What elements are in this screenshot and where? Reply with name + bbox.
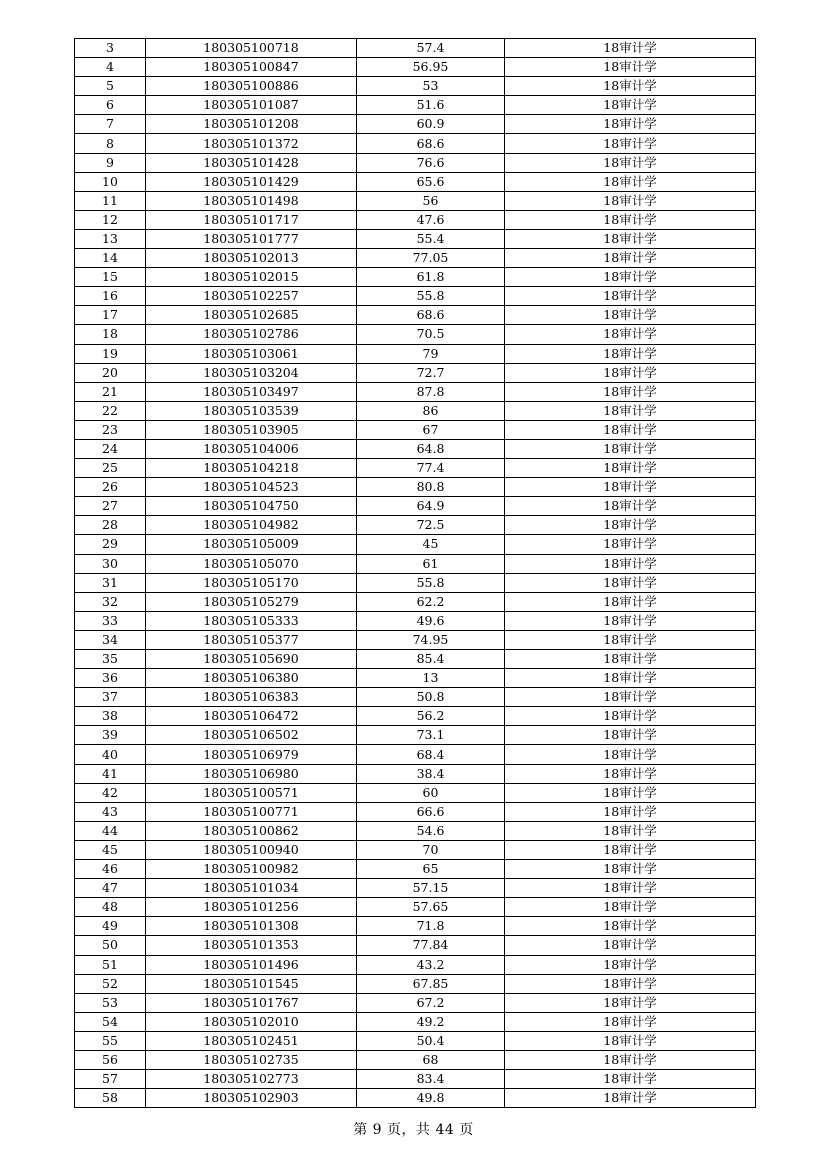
student-id-cell: 180305103497: [146, 382, 357, 401]
row-number-cell: 43: [75, 802, 146, 821]
score-cell: 70.5: [357, 325, 505, 344]
score-cell: 53: [357, 77, 505, 96]
score-cell: 49.2: [357, 1012, 505, 1031]
row-number-cell: 16: [75, 287, 146, 306]
class-cell: 18审计学: [505, 172, 756, 191]
score-cell: 60: [357, 783, 505, 802]
row-number-cell: 36: [75, 669, 146, 688]
row-number-cell: 45: [75, 840, 146, 859]
table-row: [75, 420, 756, 439]
student-id-cell: 180305100718: [146, 39, 357, 58]
score-cell: 43.2: [357, 955, 505, 974]
score-cell: 54.6: [357, 821, 505, 840]
class-cell: 18审计学: [505, 306, 756, 325]
row-number-cell: 35: [75, 650, 146, 669]
table-row: [75, 535, 756, 554]
row-number-cell: 34: [75, 630, 146, 649]
table-row: [75, 401, 756, 420]
table-row: [75, 96, 756, 115]
class-cell: 18审计学: [505, 382, 756, 401]
row-number-cell: 38: [75, 707, 146, 726]
class-cell: 18审计学: [505, 611, 756, 630]
student-id-cell: 180305105009: [146, 535, 357, 554]
class-cell: 18审计学: [505, 802, 756, 821]
score-cell: 49.6: [357, 611, 505, 630]
table-row: [75, 688, 756, 707]
score-cell: 67.2: [357, 993, 505, 1012]
score-cell: 65: [357, 860, 505, 879]
class-cell: 18审计学: [505, 459, 756, 478]
table-row: [75, 77, 756, 96]
row-number-cell: 47: [75, 879, 146, 898]
row-number-cell: 46: [75, 860, 146, 879]
class-cell: 18审计学: [505, 287, 756, 306]
table-row: [75, 802, 756, 821]
row-number-cell: 52: [75, 974, 146, 993]
table-row: [75, 630, 756, 649]
row-number-cell: 56: [75, 1050, 146, 1069]
row-number-cell: 40: [75, 745, 146, 764]
class-cell: 18审计学: [505, 420, 756, 439]
student-id-cell: 180305100940: [146, 840, 357, 859]
class-cell: 18审计学: [505, 554, 756, 573]
student-id-cell: 180305100571: [146, 783, 357, 802]
class-cell: 18审计学: [505, 936, 756, 955]
row-number-cell: 19: [75, 344, 146, 363]
student-id-cell: 180305102903: [146, 1089, 357, 1108]
student-id-cell: 180305106979: [146, 745, 357, 764]
student-id-cell: 180305102786: [146, 325, 357, 344]
class-cell: 18审计学: [505, 974, 756, 993]
score-cell: 55.8: [357, 573, 505, 592]
class-cell: 18审计学: [505, 955, 756, 974]
table-row: [75, 58, 756, 77]
row-number-cell: 4: [75, 58, 146, 77]
score-cell: 57.65: [357, 898, 505, 917]
table-row: [75, 516, 756, 535]
student-id-cell: 180305105377: [146, 630, 357, 649]
class-cell: 18审计学: [505, 134, 756, 153]
table-row: [75, 840, 756, 859]
row-number-cell: 13: [75, 229, 146, 248]
student-id-cell: 180305102257: [146, 287, 357, 306]
student-id-cell: 180305104750: [146, 497, 357, 516]
table-row: [75, 650, 756, 669]
score-cell: 68: [357, 1050, 505, 1069]
table-row: [75, 459, 756, 478]
row-number-cell: 37: [75, 688, 146, 707]
table-row: [75, 669, 756, 688]
student-id-cell: 180305104523: [146, 478, 357, 497]
class-cell: 18审计学: [505, 860, 756, 879]
score-cell: 50.8: [357, 688, 505, 707]
student-id-cell: 180305102015: [146, 268, 357, 287]
score-cell: 50.4: [357, 1031, 505, 1050]
class-cell: 18审计学: [505, 1031, 756, 1050]
table-row: [75, 898, 756, 917]
class-cell: 18审计学: [505, 1089, 756, 1108]
row-number-cell: 58: [75, 1089, 146, 1108]
student-id-cell: 180305106502: [146, 726, 357, 745]
table-row: [75, 726, 756, 745]
row-number-cell: 26: [75, 478, 146, 497]
table-row: [75, 1089, 756, 1108]
student-id-cell: 180305101767: [146, 993, 357, 1012]
table-row: [75, 917, 756, 936]
score-cell: 85.4: [357, 650, 505, 669]
student-id-cell: 180305101498: [146, 191, 357, 210]
class-cell: 18审计学: [505, 688, 756, 707]
class-cell: 18审计学: [505, 879, 756, 898]
student-id-cell: 180305103539: [146, 401, 357, 420]
score-cell: 79: [357, 344, 505, 363]
table-row: [75, 745, 756, 764]
student-id-cell: 180305103061: [146, 344, 357, 363]
table-row: [75, 974, 756, 993]
class-cell: 18审计学: [505, 1050, 756, 1069]
row-number-cell: 57: [75, 1070, 146, 1089]
score-cell: 65.6: [357, 172, 505, 191]
row-number-cell: 10: [75, 172, 146, 191]
class-cell: 18审计学: [505, 58, 756, 77]
row-number-cell: 17: [75, 306, 146, 325]
student-id-cell: 180305101429: [146, 172, 357, 191]
table-row: [75, 478, 756, 497]
student-id-cell: 180305105070: [146, 554, 357, 573]
student-id-cell: 180305101372: [146, 134, 357, 153]
student-id-cell: 180305103204: [146, 363, 357, 382]
class-cell: 18审计学: [505, 707, 756, 726]
score-cell: 68.6: [357, 134, 505, 153]
row-number-cell: 9: [75, 153, 146, 172]
student-id-cell: 180305102451: [146, 1031, 357, 1050]
score-cell: 80.8: [357, 478, 505, 497]
row-number-cell: 39: [75, 726, 146, 745]
score-cell: 57.15: [357, 879, 505, 898]
student-id-cell: 180305105170: [146, 573, 357, 592]
score-cell: 64.8: [357, 439, 505, 458]
row-number-cell: 5: [75, 77, 146, 96]
score-cell: 68.6: [357, 306, 505, 325]
score-cell: 86: [357, 401, 505, 420]
student-id-cell: 180305101087: [146, 96, 357, 115]
row-number-cell: 42: [75, 783, 146, 802]
class-cell: 18审计学: [505, 210, 756, 229]
class-cell: 18审计学: [505, 153, 756, 172]
table-row: [75, 707, 756, 726]
score-table: [74, 38, 756, 1108]
student-id-cell: 180305102685: [146, 306, 357, 325]
table-row: [75, 497, 756, 516]
score-table-body: [75, 39, 756, 1108]
score-cell: 76.6: [357, 153, 505, 172]
table-row: [75, 134, 756, 153]
class-cell: 18审计学: [505, 917, 756, 936]
class-cell: 18审计学: [505, 39, 756, 58]
score-cell: 45: [357, 535, 505, 554]
class-cell: 18审计学: [505, 344, 756, 363]
student-id-cell: 180305106383: [146, 688, 357, 707]
class-cell: 18审计学: [505, 650, 756, 669]
table-row: [75, 172, 756, 191]
score-cell: 47.6: [357, 210, 505, 229]
score-cell: 72.7: [357, 363, 505, 382]
score-cell: 70: [357, 840, 505, 859]
table-row: [75, 439, 756, 458]
score-cell: 87.8: [357, 382, 505, 401]
table-row: [75, 287, 756, 306]
student-id-cell: 180305101545: [146, 974, 357, 993]
student-id-cell: 180305102773: [146, 1070, 357, 1089]
class-cell: 18审计学: [505, 478, 756, 497]
score-cell: 67.85: [357, 974, 505, 993]
student-id-cell: 180305106472: [146, 707, 357, 726]
class-cell: 18审计学: [505, 898, 756, 917]
class-cell: 18审计学: [505, 592, 756, 611]
row-number-cell: 23: [75, 420, 146, 439]
student-id-cell: 180305100847: [146, 58, 357, 77]
student-id-cell: 180305105690: [146, 650, 357, 669]
table-row: [75, 592, 756, 611]
class-cell: 18审计学: [505, 249, 756, 268]
student-id-cell: 180305100771: [146, 802, 357, 821]
student-id-cell: 180305102735: [146, 1050, 357, 1069]
row-number-cell: 27: [75, 497, 146, 516]
student-id-cell: 180305101353: [146, 936, 357, 955]
class-cell: 18审计学: [505, 840, 756, 859]
table-row: [75, 573, 756, 592]
table-row: [75, 993, 756, 1012]
row-number-cell: 33: [75, 611, 146, 630]
score-cell: 67: [357, 420, 505, 439]
class-cell: 18审计学: [505, 669, 756, 688]
row-number-cell: 15: [75, 268, 146, 287]
row-number-cell: 32: [75, 592, 146, 611]
class-cell: 18审计学: [505, 993, 756, 1012]
score-cell: 57.4: [357, 39, 505, 58]
table-row: [75, 382, 756, 401]
table-row: [75, 249, 756, 268]
table-row: [75, 153, 756, 172]
row-number-cell: 25: [75, 459, 146, 478]
table-row: [75, 821, 756, 840]
class-cell: 18审计学: [505, 745, 756, 764]
row-number-cell: 53: [75, 993, 146, 1012]
student-id-cell: 180305101717: [146, 210, 357, 229]
row-number-cell: 18: [75, 325, 146, 344]
row-number-cell: 51: [75, 955, 146, 974]
score-cell: 51.6: [357, 96, 505, 115]
table-row: [75, 229, 756, 248]
table-row: [75, 879, 756, 898]
row-number-cell: 48: [75, 898, 146, 917]
score-cell: 55.8: [357, 287, 505, 306]
class-cell: 18审计学: [505, 764, 756, 783]
student-id-cell: 180305100886: [146, 77, 357, 96]
class-cell: 18审计学: [505, 821, 756, 840]
row-number-cell: 31: [75, 573, 146, 592]
class-cell: 18审计学: [505, 573, 756, 592]
score-cell: 61.8: [357, 268, 505, 287]
table-row: [75, 39, 756, 58]
row-number-cell: 12: [75, 210, 146, 229]
class-cell: 18审计学: [505, 401, 756, 420]
score-cell: 66.6: [357, 802, 505, 821]
row-number-cell: 22: [75, 401, 146, 420]
table-row: [75, 363, 756, 382]
class-cell: 18审计学: [505, 1070, 756, 1089]
class-cell: 18审计学: [505, 497, 756, 516]
table-row: [75, 268, 756, 287]
row-number-cell: 24: [75, 439, 146, 458]
score-cell: 74.95: [357, 630, 505, 649]
class-cell: 18审计学: [505, 630, 756, 649]
score-cell: 56.2: [357, 707, 505, 726]
student-id-cell: 180305104982: [146, 516, 357, 535]
row-number-cell: 41: [75, 764, 146, 783]
class-cell: 18审计学: [505, 77, 756, 96]
table-row: [75, 1012, 756, 1031]
score-cell: 62.2: [357, 592, 505, 611]
row-number-cell: 54: [75, 1012, 146, 1031]
row-number-cell: 44: [75, 821, 146, 840]
table-row: [75, 1050, 756, 1069]
row-number-cell: 28: [75, 516, 146, 535]
student-id-cell: 180305106380: [146, 669, 357, 688]
score-cell: 13: [357, 669, 505, 688]
table-row: [75, 325, 756, 344]
student-id-cell: 180305101308: [146, 917, 357, 936]
table-row: [75, 783, 756, 802]
score-cell: 61: [357, 554, 505, 573]
score-cell: 56: [357, 191, 505, 210]
row-number-cell: 8: [75, 134, 146, 153]
score-cell: 83.4: [357, 1070, 505, 1089]
score-cell: 64.9: [357, 497, 505, 516]
student-id-cell: 180305105279: [146, 592, 357, 611]
page-footer: 第 9 页，共 44 页: [353, 1122, 474, 1138]
table-row: [75, 306, 756, 325]
student-id-cell: 180305101496: [146, 955, 357, 974]
score-cell: 71.8: [357, 917, 505, 936]
student-id-cell: 180305104006: [146, 439, 357, 458]
table-row: [75, 115, 756, 134]
student-id-cell: 180305105333: [146, 611, 357, 630]
row-number-cell: 7: [75, 115, 146, 134]
row-number-cell: 11: [75, 191, 146, 210]
score-cell: 73.1: [357, 726, 505, 745]
student-id-cell: 180305101256: [146, 898, 357, 917]
table-row: [75, 936, 756, 955]
table-row: [75, 860, 756, 879]
row-number-cell: 6: [75, 96, 146, 115]
score-cell: 60.9: [357, 115, 505, 134]
class-cell: 18审计学: [505, 726, 756, 745]
table-row: [75, 1070, 756, 1089]
table-row: [75, 554, 756, 573]
row-number-cell: 3: [75, 39, 146, 58]
student-id-cell: 180305102010: [146, 1012, 357, 1031]
row-number-cell: 14: [75, 249, 146, 268]
score-cell: 55.4: [357, 229, 505, 248]
score-cell: 77.4: [357, 459, 505, 478]
class-cell: 18审计学: [505, 96, 756, 115]
score-cell: 56.95: [357, 58, 505, 77]
class-cell: 18审计学: [505, 191, 756, 210]
class-cell: 18审计学: [505, 363, 756, 382]
class-cell: 18审计学: [505, 325, 756, 344]
score-cell: 68.4: [357, 745, 505, 764]
row-number-cell: 49: [75, 917, 146, 936]
row-number-cell: 55: [75, 1031, 146, 1050]
class-cell: 18审计学: [505, 115, 756, 134]
class-cell: 18审计学: [505, 268, 756, 287]
class-cell: 18审计学: [505, 516, 756, 535]
row-number-cell: 20: [75, 363, 146, 382]
table-row: [75, 764, 756, 783]
student-id-cell: 180305100862: [146, 821, 357, 840]
student-id-cell: 180305101777: [146, 229, 357, 248]
table-row: [75, 611, 756, 630]
score-cell: 77.84: [357, 936, 505, 955]
score-cell: 38.4: [357, 764, 505, 783]
table-row: [75, 955, 756, 974]
score-cell: 77.05: [357, 249, 505, 268]
student-id-cell: 180305100982: [146, 860, 357, 879]
class-cell: 18审计学: [505, 229, 756, 248]
student-id-cell: 180305101034: [146, 879, 357, 898]
student-id-cell: 180305102013: [146, 249, 357, 268]
score-cell: 49.8: [357, 1089, 505, 1108]
class-cell: 18审计学: [505, 783, 756, 802]
student-id-cell: 180305106980: [146, 764, 357, 783]
table-row: [75, 210, 756, 229]
student-id-cell: 180305103905: [146, 420, 357, 439]
student-id-cell: 180305101208: [146, 115, 357, 134]
row-number-cell: 50: [75, 936, 146, 955]
class-cell: 18审计学: [505, 439, 756, 458]
student-id-cell: 180305104218: [146, 459, 357, 478]
score-cell: 72.5: [357, 516, 505, 535]
row-number-cell: 21: [75, 382, 146, 401]
student-id-cell: 180305101428: [146, 153, 357, 172]
table-row: [75, 191, 756, 210]
table-row: [75, 344, 756, 363]
class-cell: 18审计学: [505, 535, 756, 554]
table-row: [75, 1031, 756, 1050]
row-number-cell: 29: [75, 535, 146, 554]
row-number-cell: 30: [75, 554, 146, 573]
class-cell: 18审计学: [505, 1012, 756, 1031]
